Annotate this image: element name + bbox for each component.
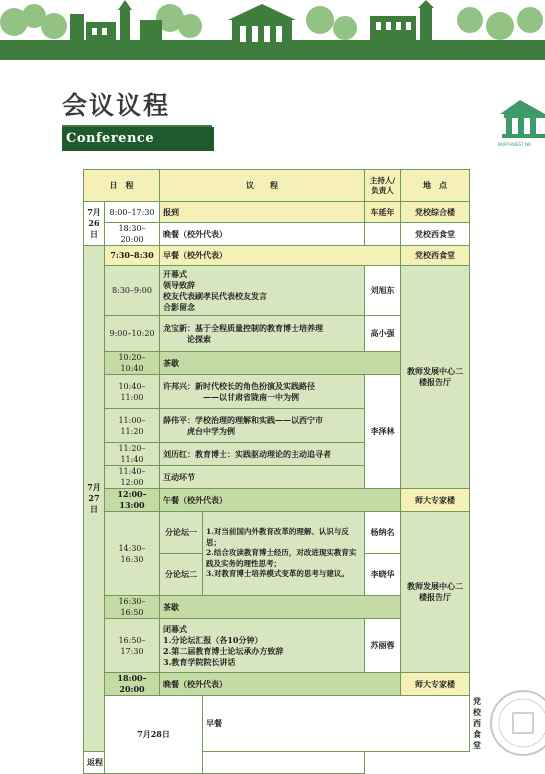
- host-cell: [365, 223, 401, 246]
- host-cell: 李泽林: [365, 375, 401, 489]
- table-header-row: [84, 170, 470, 202]
- host-cell: 杨纳名: [365, 512, 401, 554]
- place-cell: 党校西食堂: [401, 246, 470, 266]
- program-cell: 早餐（校外代表）: [160, 246, 401, 266]
- time-cell: 11:00–11:20: [105, 409, 160, 443]
- table-row: 7月28日 早餐 党校西食堂: [84, 696, 470, 752]
- time-cell: 16:30–16:50: [105, 596, 160, 619]
- host-cell: 李晓华: [365, 554, 401, 596]
- logo-text: NORTHWEST NO: [498, 142, 531, 147]
- campus-banner: [0, 0, 545, 60]
- place-cell: 师大专家楼: [401, 673, 470, 696]
- forum1-label: 分论坛一: [160, 512, 203, 554]
- place-cell: 党校西食堂: [401, 223, 470, 246]
- time-cell: 14:30–16:30: [105, 512, 160, 596]
- time-cell: 12:00–13:00: [105, 489, 160, 512]
- time-cell: 18:00–20:00: [105, 673, 160, 696]
- time-cell: 10:40–11:00: [105, 375, 160, 409]
- table-row: [84, 246, 470, 266]
- host-cell: 苏丽蓉: [365, 619, 401, 673]
- time-cell: 18:30–20:00: [105, 223, 160, 246]
- program-cell: 晚餐（校外代表）: [160, 223, 365, 246]
- program-cell: 茶歇: [160, 596, 401, 619]
- program-cell: 互动环节: [160, 466, 365, 489]
- page-subtitle: Conference Agenda: [62, 127, 214, 151]
- program-cell: 报到: [160, 202, 365, 223]
- agenda-table: [83, 169, 481, 774]
- host-cell: 高小强: [365, 316, 401, 352]
- header-host: 主持人/负责人: [365, 170, 401, 202]
- program-cell: 刘历红：教育博士：实践驱动理论的主动追寻者: [160, 443, 365, 466]
- place-cell: 师大专家楼: [401, 489, 470, 512]
- day3-date: 7月28日: [105, 696, 203, 774]
- table-row: [84, 752, 470, 774]
- table-row: [84, 202, 470, 223]
- place-cell: 教师发展中心二楼报告厅: [401, 266, 470, 489]
- time-cell: 16:50–17:30: [105, 619, 160, 673]
- place-cell: 教师发展中心二楼报告厅: [401, 512, 470, 673]
- day1-date: 7月26日: [84, 202, 105, 246]
- table-row: [84, 489, 470, 512]
- program-cell: 茶歇: [160, 352, 401, 375]
- time-cell: 7:30–8:30: [105, 246, 160, 266]
- program-cell: 闭幕式 1.分论坛汇报（各10分钟） 2.第二届教育博士论坛承办方致辞 3.教育学院院长讲话: [160, 619, 365, 673]
- place-cell: [203, 752, 365, 774]
- table-row: [84, 266, 470, 316]
- time-cell: 8:00–17:30: [105, 202, 160, 223]
- title-block: [62, 92, 170, 120]
- program-cell: 早餐: [203, 696, 470, 752]
- program-cell: 薛伟平：学校治理的理解和实践——以西宁市 虎台中学为例: [160, 409, 365, 443]
- header-program: 议 程: [160, 170, 365, 202]
- program-cell: 返程: [84, 752, 203, 774]
- header-date: 日 程: [84, 170, 160, 202]
- program-cell: 午餐（校外代表）: [160, 489, 401, 512]
- time-cell: 11:20–11:40: [105, 443, 160, 466]
- table-row: [84, 512, 470, 554]
- page-title: 会议议程: [62, 91, 171, 120]
- host-cell: 刘旭东: [365, 266, 401, 316]
- program-cell: 开幕式 领导致辞 校友代表刷孝民代表校友发言 合影留念: [160, 266, 365, 316]
- host-cell: 车延年: [365, 202, 401, 223]
- table-row: [84, 673, 470, 696]
- university-logo-icon: [496, 96, 545, 151]
- header-place: 地 点: [401, 170, 470, 202]
- forum2-label: 分论坛二: [160, 554, 203, 596]
- program-cell: 晚餐（校外代表）: [160, 673, 401, 696]
- forum-topics: 1.对当前国内外教育改革的理解、认识与反思； 2.结合攻读教育博士经历，对改进现实教育实践及实务的理性思考； 3.对教育博士培养模式变革的思考与建议。: [203, 512, 365, 596]
- table-row: [84, 223, 470, 246]
- time-cell: 9:00–10:20: [105, 316, 160, 352]
- university-seal-icon: [488, 688, 545, 758]
- time-cell: 10:20–10:40: [105, 352, 160, 375]
- time-cell: 11:40–12:00: [105, 466, 160, 489]
- day2-date: 7月27日: [84, 246, 105, 752]
- place-cell: 党校综合楼: [401, 202, 470, 223]
- time-cell: 8:30–9:00: [105, 266, 160, 316]
- program-cell: 许邦兴：新时代校长的角色扮演及实践路径 ——以甘肃省陇南一中为例: [160, 375, 365, 409]
- program-cell: 龙宝新：基于全程质量控制的教育博士培养理 论探索: [160, 316, 365, 352]
